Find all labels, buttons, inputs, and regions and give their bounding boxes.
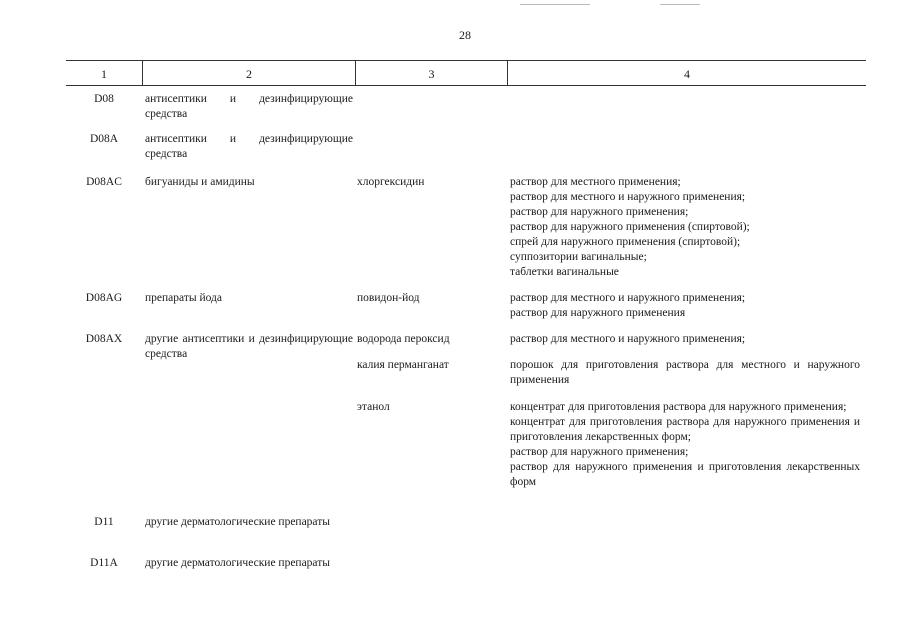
row-code-d08a: D08A: [89, 133, 119, 145]
row-name-d11: другие дерматологические препараты: [145, 516, 330, 528]
scan-artifact-line: [660, 4, 700, 5]
scan-artifact-line: [520, 4, 590, 5]
row-drug-d08ag: повидон-йод: [357, 292, 420, 304]
header-bottom-rule: [66, 85, 866, 86]
dosage-form: спрей для наружного применения (спиртовой);: [510, 236, 741, 248]
row-drug-d08ac: хлоргексидин: [357, 176, 425, 188]
column-header-3: 3: [428, 67, 435, 81]
row-drug-d08ax-peroxide: водорода пероксид: [357, 333, 450, 345]
dosage-form: таблетки вагинальные: [510, 266, 619, 278]
row-forms-d08ac: [510, 175, 860, 280]
row-code-d08ax: D08AX: [85, 333, 123, 345]
row-forms-d08ag: [510, 291, 860, 321]
column-header-2: 2: [246, 67, 252, 81]
column-header-4: 4: [684, 67, 690, 81]
row-code-d08ag: D08AG: [85, 292, 123, 304]
row-code-d08ac: D08AC: [86, 176, 122, 188]
row-name-d08ag: препараты йода: [145, 292, 222, 304]
row-code-d11: D11: [94, 516, 114, 528]
row-forms-d08ax-ethanol: [510, 400, 860, 490]
row-drug-d08ax-permanganate: калия перманганат: [357, 359, 449, 371]
dosage-form: раствор для наружного применения и приготовления лекарственных форм: [510, 461, 860, 488]
column-header-1: 1: [101, 67, 107, 81]
row-forms-d08ax-permanganate: порошок для приготовления раствора для местного и наружного применения: [510, 359, 860, 386]
row-name-d08a: антисептики и дезинфицирующие средства: [145, 133, 353, 160]
row-name-d08ax: другие антисептики и дезинфицирующие средства: [145, 333, 353, 360]
row-name-d08: антисептики и дезинфицирующие средства: [145, 93, 353, 120]
dosage-form: раствор для наружного применения (спиртовой);: [510, 221, 750, 233]
dosage-form: суппозитории вагинальные;: [510, 251, 647, 263]
row-forms-d08ax-peroxide: раствор для местного и наружного применения;: [510, 333, 746, 345]
dosage-form: раствор для наружного применения: [510, 307, 686, 319]
dosage-form: раствор для местного и наружного применения;: [510, 292, 746, 304]
dosage-form: раствор для наружного применения;: [510, 206, 689, 218]
dosage-form: раствор для местного и наружного применения;: [510, 191, 746, 203]
table-top-rule: [66, 60, 866, 61]
row-name-d11a: другие дерматологические препараты: [145, 557, 330, 569]
dosage-form: концентрат для приготовления раствора для наружного применения;: [510, 401, 847, 413]
row-code-d08: D08: [94, 93, 114, 105]
page-number: 28: [459, 28, 471, 42]
dosage-form: раствор для местного применения;: [510, 176, 681, 188]
row-name-d08ac: бигуаниды и амидины: [145, 176, 255, 188]
row-code-d11a: D11A: [90, 557, 118, 569]
dosage-form: концентрат для приготовления раствора для наружного применения и приготовления лекарственных форм;: [510, 416, 860, 443]
dosage-form: раствор для наружного применения;: [510, 446, 689, 458]
row-drug-d08ax-ethanol: этанол: [357, 401, 390, 413]
